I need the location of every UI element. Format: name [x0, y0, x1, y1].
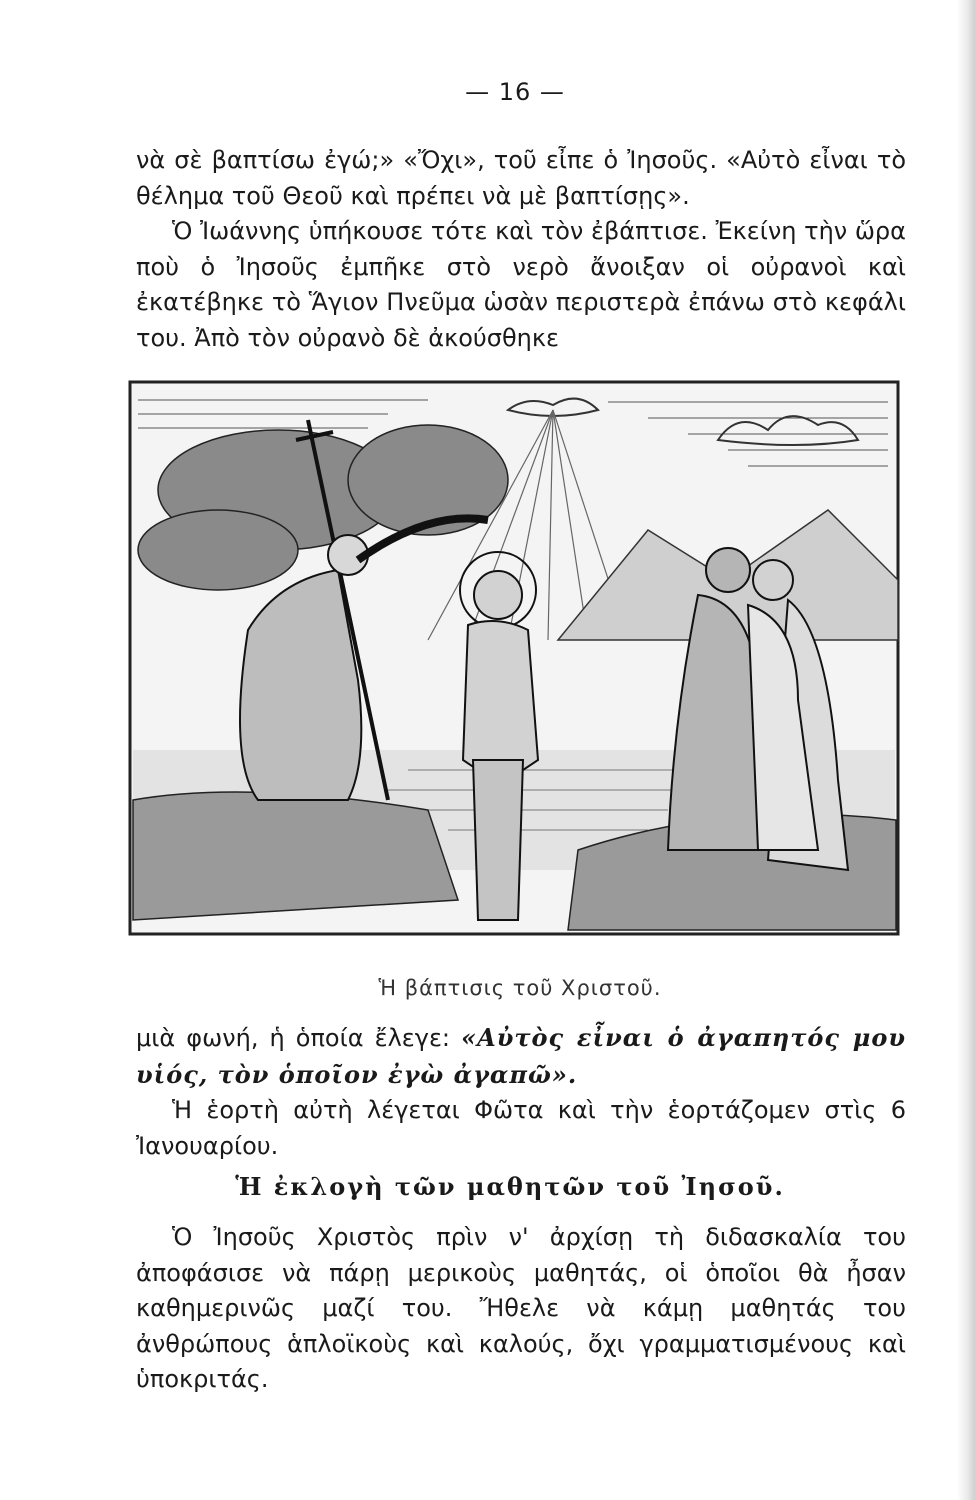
page-number: — 16 — [465, 78, 565, 106]
paragraph-baptism: Ὁ Ἰωάννης ὑπήκουσε τότε καὶ τὸν ἐβάπτισε. Ἐκείνη τὴν ὥρα ποὺ ὁ Ἰησοῦς ἐμπῆκε στὸ νερὸ ἄνοιξαν οἱ οὐρανοὶ καὶ ἐκατέβηκε τὸ Ἅγιον Πνεῦμα ὡσὰν περιστερὰ ἐπάνω στὸ κεφάλι του. Ἀπὸ τὸν οὐρανὸ δὲ ἀκούσθηκε [136, 217, 906, 352]
middle-text-block [136, 1020, 906, 1164]
paragraph-feast: Ἡ ἑορτὴ αὐτὴ λέγεται Φῶτα καὶ τὴν ἑορτάζομεν στὶς 6 Ἰανουαρίου. [136, 1096, 906, 1160]
voice-intro: μιὰ φωνή, ἡ ὁποία ἔλεγε: [136, 1024, 462, 1052]
voice-quote: «Αὐτὸς εἶναι ὁ ἀγαπητός μου υἱός, τὸν ὁποῖον ἐγὼ ἀγαπῶ». [136, 1023, 907, 1089]
paragraph-dialogue: νὰ σὲ βαπτίσω ἐγώ;» «Ὄχι», τοῦ εἶπε ὁ Ἰησοῦς. «Αὐτὸ εἶναι τὸ θέλημα τοῦ Θεοῦ καὶ πρέπει νὰ μὲ βαπτίσῃς». [136, 146, 906, 210]
paragraph-disciples: Ὁ Ἰησοῦς Χριστὸς πρὶν ν' ἀρχίσῃ τὴ διδασκαλία του ἀποφάσισε νὰ πάρῃ μερικοὺς μαθητάς, οἱ ὁποῖοι θὰ ἦσαν καθημερινῶς μαζί του. Ἤθελε νὰ κάμῃ μαθητάς του ἀνθρώπους ἁπλοϊκοὺς καὶ καλούς, ὄχι γραμματισμένους καὶ ὑποκριτάς. [136, 1223, 906, 1393]
illustration-caption: Ἡ βάπτισις τοῦ Χριστοῦ. [378, 976, 662, 1000]
section-heading: Ἡ ἐκλογὴ τῶν μαθητῶν τοῦ Ἰησοῦ. [235, 1172, 785, 1201]
bottom-text-block [136, 1220, 906, 1398]
baptism-engraving [128, 380, 900, 940]
page-edge-shadow [957, 0, 975, 1500]
paragraph-voice [136, 1020, 906, 1093]
top-text-block [136, 143, 906, 356]
